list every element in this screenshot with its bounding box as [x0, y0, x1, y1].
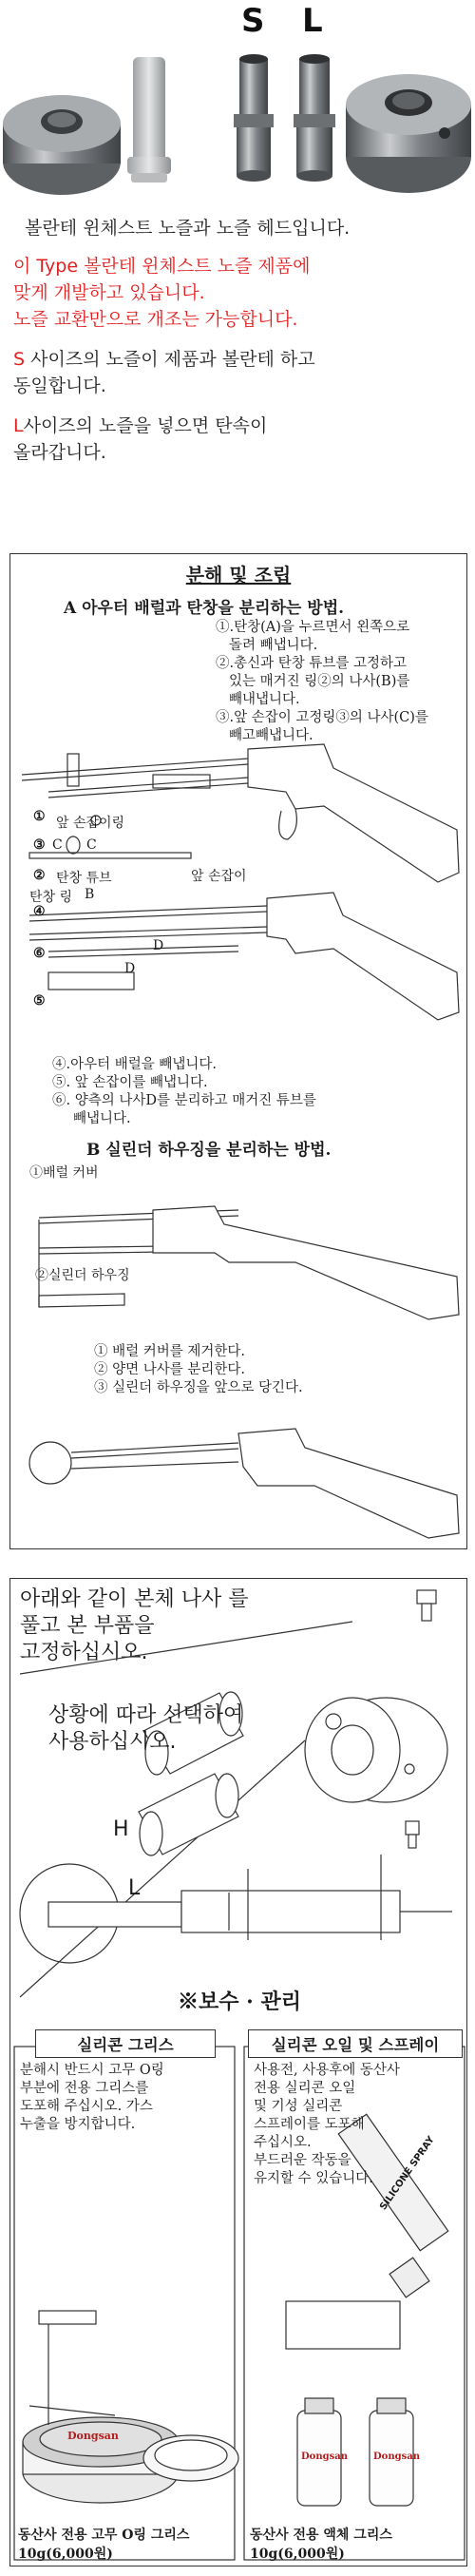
choose-line-1: 상황에 따라 선택하여: [48, 1703, 244, 1727]
label-mag-tube: 탄창 튜브: [56, 871, 112, 886]
label-n5: ⑤: [33, 993, 46, 1009]
brand-label-2: Dongsan: [301, 2451, 348, 2462]
intro-l-line-2: 올라갑니다.: [13, 442, 106, 463]
intro-red-line-1: 이 Type 볼란테 윈체스트 노즐 제품에: [13, 256, 311, 277]
s-letter: S: [13, 349, 26, 370]
intro-text: [13, 215, 469, 466]
label-n6: ⑥: [33, 946, 46, 961]
l-text: 사이즈의 노즐을 넣으면 탄속이: [23, 415, 268, 436]
label-c1: C: [52, 837, 63, 853]
rifle-drawing-2: [29, 893, 459, 1020]
choose-text: [48, 1702, 267, 1756]
step-a-3: ③.앞 손잡이 고정링③의 나사(C)를: [216, 710, 428, 725]
step-a-1b: 돌려 빼냅니다.: [229, 638, 318, 653]
step-a-4: ④.아우터 배럴을 빼냅니다.: [52, 1057, 218, 1072]
grease-caption-1: 동산사 전용 고무 O링 그리스: [18, 2528, 190, 2543]
grease-title: 실리콘 그리스: [35, 2029, 216, 2058]
section-a-heading: A 아우터 배럴과 탄창을 분리하는 방법.: [64, 599, 345, 618]
step-a-1: ①.탄창(A)을 누르면서 왼쪽으로: [216, 620, 410, 635]
bottom-screw: [406, 1821, 419, 1848]
step-b-3: ③ 실린더 하우징을 앞으로 당긴다.: [94, 1380, 303, 1395]
right-nozzle-head: [346, 74, 471, 193]
spray-label: SILICONE SPRAY: [378, 2134, 437, 2213]
grease-text-4: 누출을 방지합니다.: [20, 2117, 136, 2132]
size-l-label: L: [302, 2, 323, 40]
step-a-6b: 빼냅니다.: [73, 1111, 131, 1126]
grease-text-2: 부분에 전용 그리스를: [20, 2081, 149, 2096]
step-a-5: ⑤. 앞 손잡이를 빼냅니다.: [52, 1075, 208, 1090]
oil-caption-1: 동산사 전용 액체 그리스: [250, 2528, 392, 2543]
h-nozzle-label: H: [113, 1817, 129, 1841]
plastic-nozzle: [127, 57, 171, 183]
label-n1: ①: [33, 809, 46, 824]
grease-jar: [23, 2311, 238, 2503]
step-a-3b: 빼고빼냅니다.: [229, 728, 314, 743]
s-nozzle: [234, 54, 274, 182]
intro-s-line-2: 동일합니다.: [13, 375, 106, 396]
intro-l-line-1: [13, 413, 469, 439]
grease-text-3: 도포해 주십시오. 가스: [20, 2099, 153, 2114]
rifle-drawing-3: [39, 1206, 459, 1319]
care-title: ※보수 · 관리: [178, 1990, 301, 2014]
oil-text-5: 주십시오.: [254, 2135, 312, 2150]
step-a-2: ②.총신과 탄창 튜브를 고정하고: [216, 656, 408, 671]
left-nozzle-head: [3, 95, 121, 195]
l-letter: L: [13, 415, 24, 436]
section-b-steps: [94, 1343, 436, 1397]
intro-line-1: 볼란테 윈체스트 노즐과 노즐 헤드입니다.: [25, 218, 351, 239]
nozzle-head-ring: [305, 1698, 447, 1802]
l-nozzle: [294, 54, 335, 182]
brand-label-1: Dongsan: [67, 2430, 119, 2442]
assembly-panel: [10, 1578, 467, 2566]
label-n3: ③: [33, 837, 46, 853]
product-photo: [0, 0, 475, 204]
intro-red-line-3: 노즐 교환만으로 개조는 가능합니다.: [13, 309, 298, 330]
step-b-1: ① 배럴 커버를 제거한다.: [94, 1344, 245, 1359]
grease-text: [20, 2062, 229, 2134]
l-nozzle-label: L: [128, 1876, 141, 1900]
section-a-steps-2: [52, 1056, 451, 1128]
label-mag-ring: 탄창 링: [29, 890, 73, 905]
label-d1: D: [153, 938, 164, 953]
label-barrel-cover: ①배럴 커버: [29, 1165, 99, 1181]
section-b-heading: B 실린더 하우징을 분리하는 방법.: [86, 1141, 332, 1160]
label-n4: ④: [33, 904, 46, 919]
label-b: B: [85, 887, 95, 902]
assembly-line-2: 풀고 본 부품을: [20, 1614, 155, 1638]
step-a-2c: 빼내냅니다.: [229, 692, 300, 707]
cylinder-assembly: [20, 1855, 452, 1963]
assembly-line-3: 고정하십시오.: [20, 1641, 148, 1664]
oil-caption: [250, 2525, 466, 2563]
step-b-2: ② 양면 나사를 분리한다.: [94, 1362, 245, 1377]
grease-caption-2: 10g(6,000원): [18, 2547, 113, 2562]
step-a-2b: 있는 매거진 링②의 나사(B)를: [229, 674, 410, 689]
s-text: 사이즈의 노즐이 제품과 볼란테 하고: [25, 349, 315, 370]
oil-text-1: 사용전, 사용후에 동산사: [254, 2063, 400, 2078]
choose-line-2: 사용하십시오.: [48, 1730, 177, 1754]
rifle-drawing-4: [29, 1429, 459, 1538]
oil-text: [254, 2062, 463, 2188]
disassembly-title: 분해 및 조립: [185, 564, 292, 586]
oil-text-3: 및 기성 실리콘: [254, 2099, 343, 2114]
label-d2: D: [124, 961, 136, 976]
top-screw: [417, 1590, 436, 1621]
l-nozzle-drawing: [139, 1774, 238, 1855]
oil-text-2: 전용 실리콘 오일: [254, 2081, 356, 2096]
intro-s-line-1: [13, 346, 469, 373]
disassembly-panel: [10, 553, 467, 1549]
grease-caption: [18, 2525, 235, 2563]
brand-label-3: Dongsan: [373, 2451, 420, 2462]
oil-text-6: 부드러운 작동을: [254, 2153, 352, 2168]
disassembly-illustration: [10, 554, 468, 1550]
oil-text-4: 스프레이를 도포해: [254, 2117, 365, 2132]
oil-text-7: 유지할 수 있습니다.: [254, 2171, 373, 2186]
step-a-6: ⑥. 양측의 나사D를 분리하고 매거진 튜브를: [52, 1093, 316, 1108]
product-photo-illustration: [0, 0, 475, 204]
oil-title: 실리콘 오일 및 스프레이: [248, 2029, 463, 2058]
label-front-grip-ring: 앞 손잡이링: [56, 816, 125, 831]
oil-caption-2: 10g(6,000원): [250, 2547, 345, 2562]
label-c2: C: [86, 837, 97, 853]
size-s-label: S: [241, 2, 265, 40]
label-front-grip: 앞 손잡이: [191, 869, 247, 884]
grease-text-1: 분해시 반드시 고무 O링: [20, 2063, 164, 2078]
label-cylinder-housing: ②실린더 하우징: [35, 1268, 130, 1283]
assembly-line-1: 아래와 같이 본체 나사 를: [20, 1587, 249, 1611]
intro-red-line-2: 맞게 개발하고 있습니다.: [13, 282, 205, 303]
label-n2: ②: [33, 868, 46, 883]
